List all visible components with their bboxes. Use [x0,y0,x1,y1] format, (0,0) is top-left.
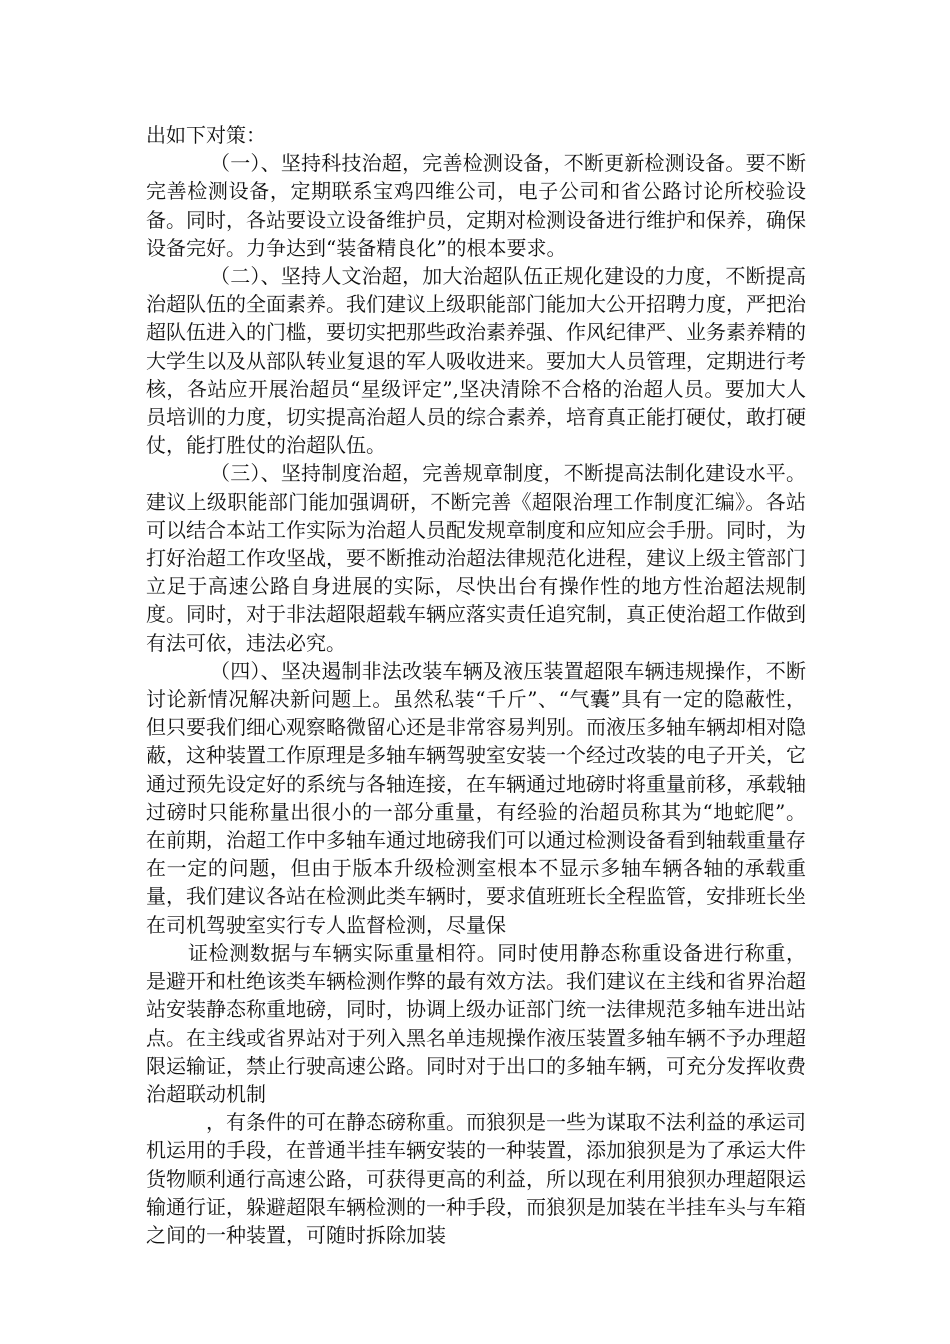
paragraph-measure-3: （三）、坚持制度治超，完善规章制度，不断提高法制化建设水平。建议上级职能部门能加强调研，不断完善《超限治理工作制度汇编》。各站可以结合本站工作实际为治超人员配发规章制度和应知应会手册。同时，为打好治超工作攻坚战，要不断推动治超法律规范化进程，建议上级主管部门立足于高速公路自身进展的实际，尽快出台有操作性的地方性治超法规制度。同时，对于非法超限超载车辆应落实责任追究制，真正使治超工作做到有法可依，违法必究。 [146,461,806,655]
paragraph-measure-1: （一）、坚持科技治超，完善检测设备，不断更新检测设备。要不断完善检测设备，定期联系宝鸡四维公司，电子公司和省公路讨论所校验设备。同时，各站要设立设备维护员，定期对检测设备进行维护和保养，确保设备完好。力争达到“装备精良化”的根本要求。 [146,151,806,260]
paragraph-continuation-2: ，有条件的可在静态磅称重。而狼狈是一些为谋取不法利益的承运司机运用的手段，在普通半挂车辆安装的一种装置，添加狼狈是为了承运大件货物顺利通行高速公路，可获得更高的利益，所以现在利用狼狈办理超限运输通行证，躲避超限车辆检测的一种手段，而狼狈是加装在半挂车头与车箱之间的一种装置，可随时拆除加装 [146,1110,806,1247]
paragraph-continuation-1: 证检测数据与车辆实际重量相符。同时使用静态称重设备进行称重，是避开和杜绝该类车辆检测作弊的最有效方法。我们建议在主线和省界治超站安装静态称重地磅，同时，协调上级办证部门统一法律规范多轴车进出站点。在主线或省界站对于列入黑名单违规操作液压装置多轴车辆不予办理超限运输证，禁止行驶高速公路。同时对于出口的多轴车辆，可充分发挥收费治超联动机制 [146,940,806,1106]
paragraph-intro: 出如下对策： [146,123,266,147]
document-body [146,121,806,1249]
paragraph-measure-4: （四）、坚决遏制非法改装车辆及液压装置超限车辆违规操作，不断讨论新情况解决新问题上。虽然私装“千斤”、“气囊”具有一定的隐蔽性，但只要我们细心观察略微留心还是非常容易判别。而液压多轴车辆却相对隐蔽，这种装置工作原理是多轴车辆驾驶室安装一个经过改装的电子开关，它通过预先设定好的系统与各轴连接，在车辆通过地磅时将重量前移，承载轴过磅时只能称量出很小的一部分重量，有经验的治超员称其为“地蛇爬”。在前期，治超工作中多轴车通过地磅我们可以通过检测设备看到轴载重量存在一定的问题，但由于版本升级检测室根本不显示多轴车辆各轴的承载重量，我们建议各站在检测此类车辆时，要求值班班长全程监管，安排班长坐在司机驾驶室实行专人监督检测，尽量保 [146,658,806,937]
paragraph-measure-2: （二）、坚持人文治超，加大治超队伍正规化建设的力度，不断提高治超队伍的全面素养。我们建议上级职能部门能加大公开招聘力度，严把治超队伍进入的门槛，要切实把那些政治素养强、作风纪律严、业务素养精的大学生以及从部队转业复退的军人吸收进来。要加大人员管理，定期进行考核，各站应开展治超员“星级评定”,坚决清除不合格的治超人员。要加大人员培训的力度，切实提高治超人员的综合素养，培育真正能打硬仗，敢打硬仗，能打胜仗的治超队伍。 [146,264,806,458]
